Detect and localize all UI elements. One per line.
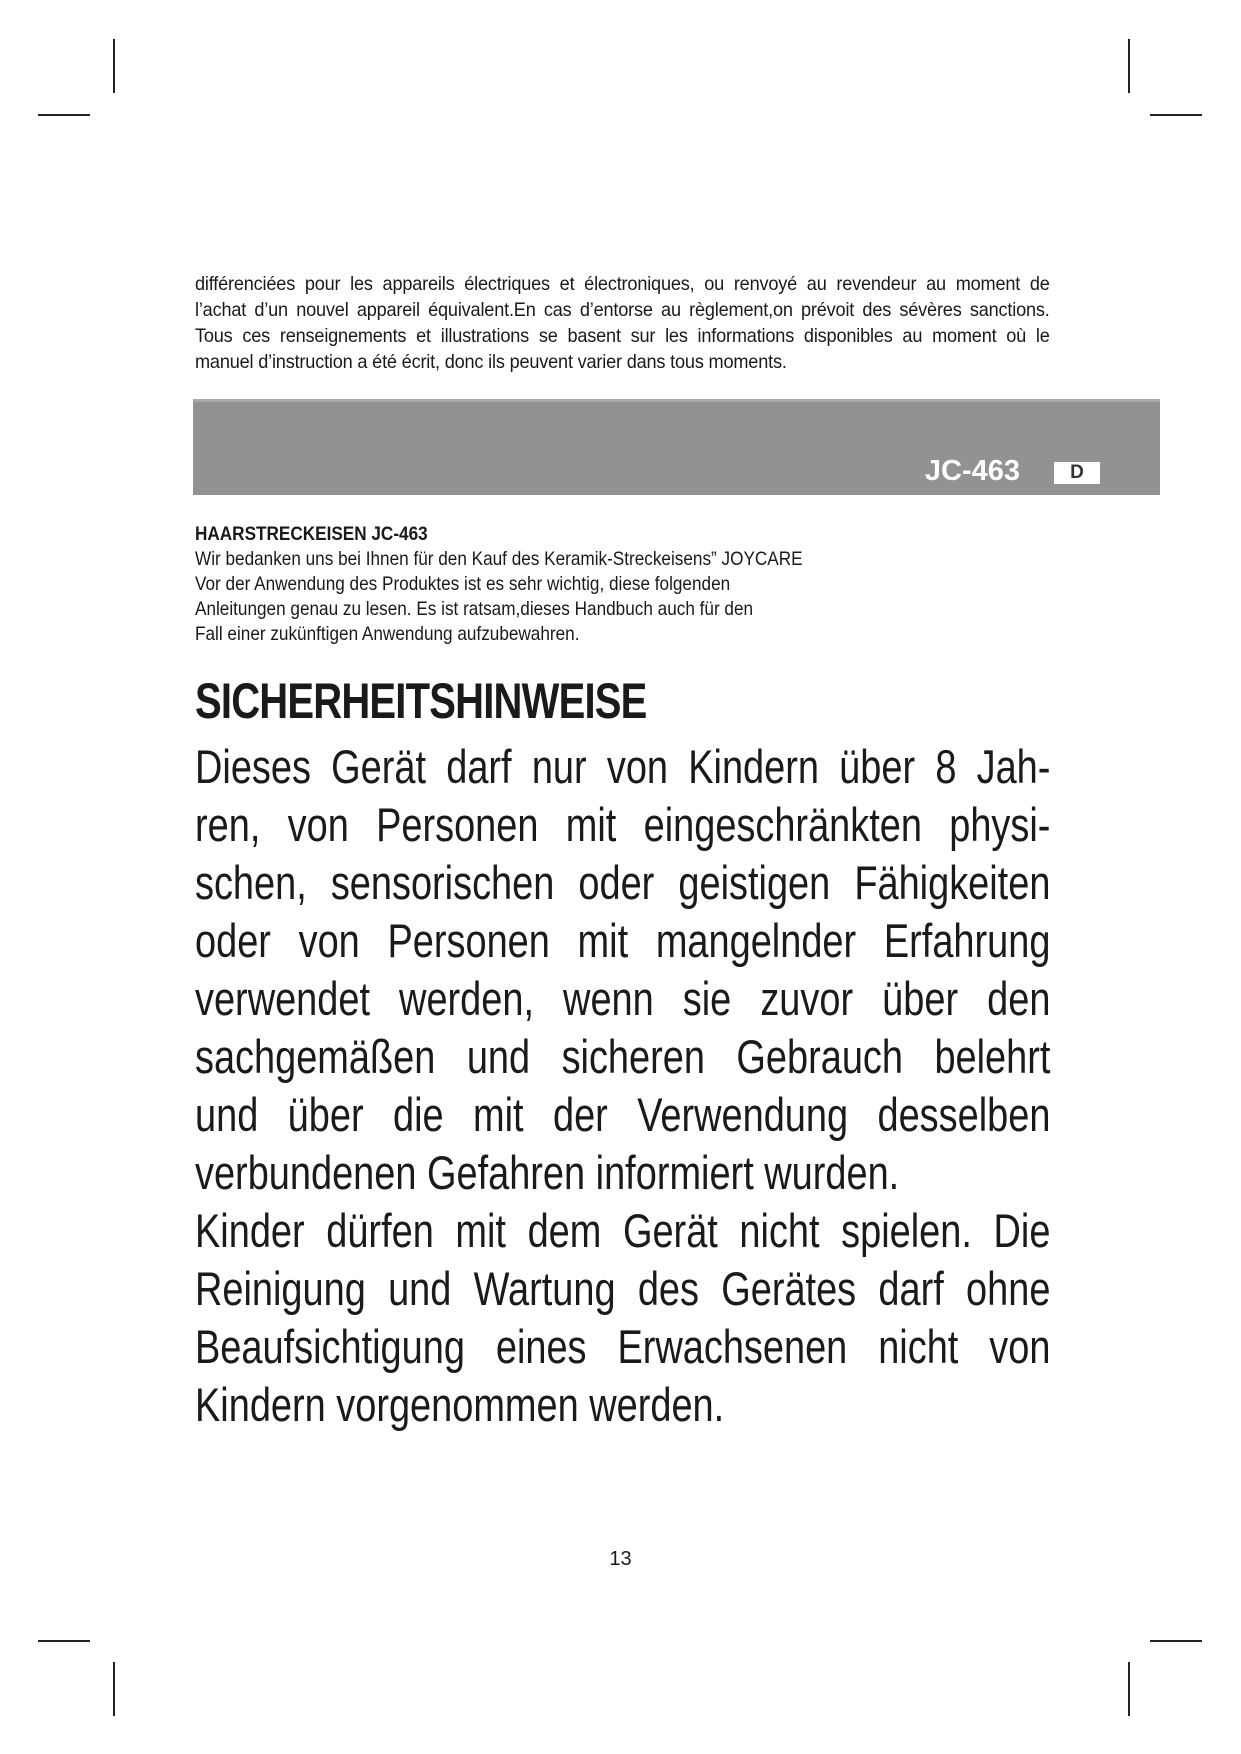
safety-line: Kinder dürfen mit dem Gerät nicht spielen. Die — [195, 1204, 1051, 1257]
crop-mark-top-left-vertical — [113, 39, 115, 93]
french-line: l’achat d’un nouvel appareil équivalent.En cas d’entorse au règlement,on prévoit des sévères sanctions. — [195, 299, 1050, 321]
safety-line: oder von Personen mit mangelnder Erfahrung — [195, 914, 1051, 967]
crop-mark-bottom-right-vertical — [1128, 1662, 1130, 1716]
safety-line: Kindern vorgenommen werden. — [195, 1378, 725, 1431]
intro-line: Wir bedanken uns bei Ihnen für den Kauf des Keramik-Streckeisens” JOYCARE — [195, 548, 803, 570]
model-label: JC-463 — [924, 455, 1020, 487]
safety-line: ren, von Personen mit eingeschränkten physi- — [195, 798, 1051, 851]
intro-line: Vor der Anwendung des Produktes ist es sehr wichtig, diese folgenden — [195, 573, 731, 595]
french-line: différenciées pour les appareils électriques et électroniques, ou renvoyé au revendeur au moment de — [195, 273, 1050, 295]
section-banner — [193, 399, 1160, 495]
safety-line: schen, sensorischen oder geistigen Fähigkeiten — [195, 856, 1051, 909]
safety-line: Dieses Gerät darf nur von Kindern über 8 Jah- — [195, 740, 1051, 793]
safety-line: verwendet werden, wenn sie zuvor über den — [195, 972, 1051, 1025]
crop-mark-bottom-right-horizontal — [1150, 1640, 1202, 1642]
crop-mark-top-left-horizontal — [38, 114, 90, 116]
crop-mark-bottom-left-horizontal — [38, 1640, 90, 1642]
language-badge: D — [1054, 462, 1100, 484]
intro-line: Fall einer zukünftigen Anwendung aufzubewahren. — [195, 623, 580, 645]
safety-line: verbundenen Gefahren informiert wurden. — [195, 1146, 900, 1199]
safety-line: sachgemäßen und sicheren Gebrauch belehrt — [195, 1030, 1051, 1083]
crop-mark-bottom-left-vertical — [113, 1662, 115, 1716]
product-heading: HAARSTRECKEISEN JC-463 — [195, 523, 428, 545]
safety-line: Reinigung und Wartung des Gerätes darf ohne — [195, 1262, 1051, 1315]
french-line: Tous ces renseignements et illustrations se basent sur les informations disponibles au moment où le — [195, 325, 1050, 347]
crop-mark-top-right-vertical — [1128, 39, 1130, 93]
crop-mark-top-right-horizontal — [1150, 114, 1202, 116]
intro-block — [195, 522, 803, 647]
safety-line: und über die mit der Verwendung desselben — [195, 1088, 1051, 1141]
intro-line: Anleitungen genau zu lesen. Es ist ratsam,dieses Handbuch auch für den — [195, 598, 754, 620]
safety-body — [195, 738, 1050, 1434]
french-line: manuel d’instruction a été écrit, donc ils peuvent varier dans tous moments. — [195, 351, 787, 373]
page-number: 13 — [609, 1548, 632, 1570]
french-paragraph — [195, 271, 1050, 375]
safety-line: Beaufsichtigung eines Erwachsenen nicht von — [195, 1320, 1051, 1373]
safety-title: SICHERHEITSHINWEISE — [195, 673, 647, 729]
